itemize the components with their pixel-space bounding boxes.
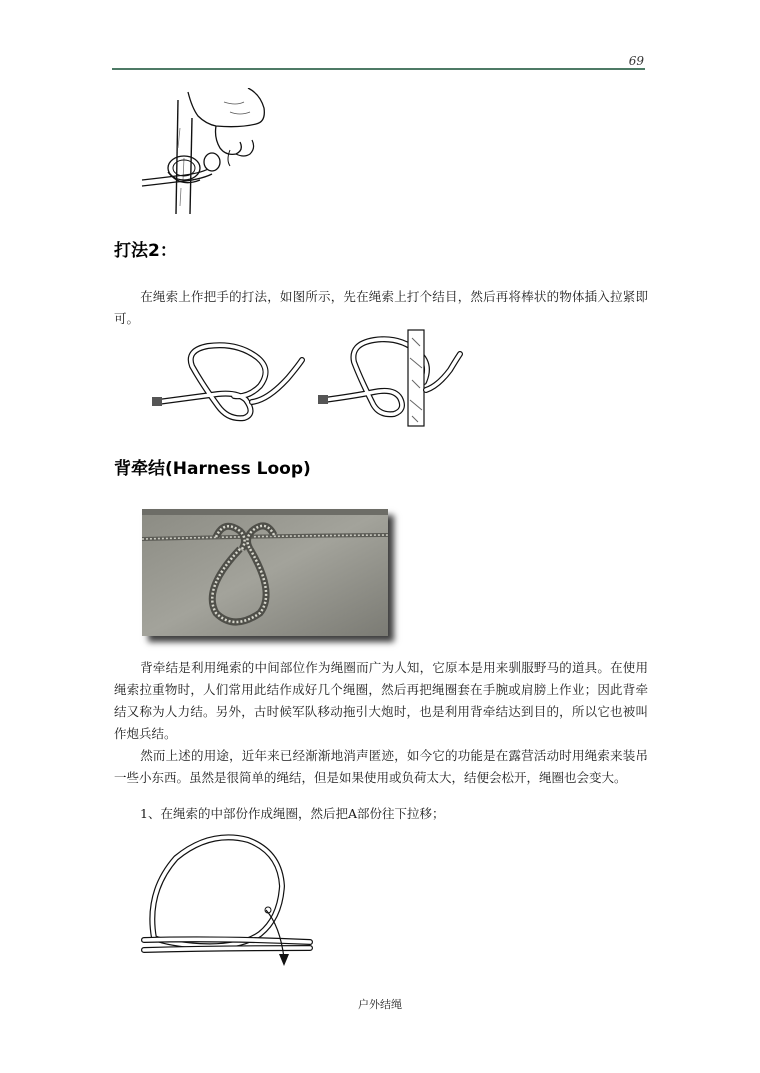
paragraph-text: 在绳索上作把手的打法，如图所示，先在绳索上打个结目，然后再将棒状的物体插入拉紧即可。 [114,289,648,326]
harness-loop-photo-frame [142,509,388,636]
paragraph [114,745,648,789]
section-heading: 打法2： [114,241,177,261]
harness-loop-photo [142,509,388,636]
page-number: 69 [628,54,644,68]
header-rule [112,68,645,70]
knot-with-bar-illustration [314,328,464,428]
section-heading: 背牵结(Harness Loop) [114,459,311,479]
paragraph [114,286,648,330]
paragraph-text: 背牵结是利用绳索的中间部位作为绳圈而广为人知，它原本是用来驯服野马的道具。在使用绳索拉重物时，人们常用此结作成好几个绳圈，然后再把绳圈套在手腕或肩膀上作业；因此背牵结又称为人力结。另外，古时候军队移动拖引大炮时，也是利用背牵结达到目的，所以它也被叫作炮兵结。 [114,660,648,741]
step-label: 1、在绳索的中部份作成绳圈，然后把A部份往下拉移； [140,806,445,821]
rope-loop-illustration [140,826,320,976]
paragraph [114,657,648,745]
hand-loop-illustration [140,88,280,216]
page-footer: 户外结绳 [358,998,402,1011]
paragraph-text: 然而上述的用途，近年来已经渐渐地消声匿迹，如今它的功能是在露营活动时用绳索来装吊一些小东西。虽然是很简单的绳结，但是如果使用或负荷太大，结便会松开，绳圈也会变大。 [114,748,648,785]
step-text [114,803,648,825]
overhand-knot-illustration [148,340,308,422]
